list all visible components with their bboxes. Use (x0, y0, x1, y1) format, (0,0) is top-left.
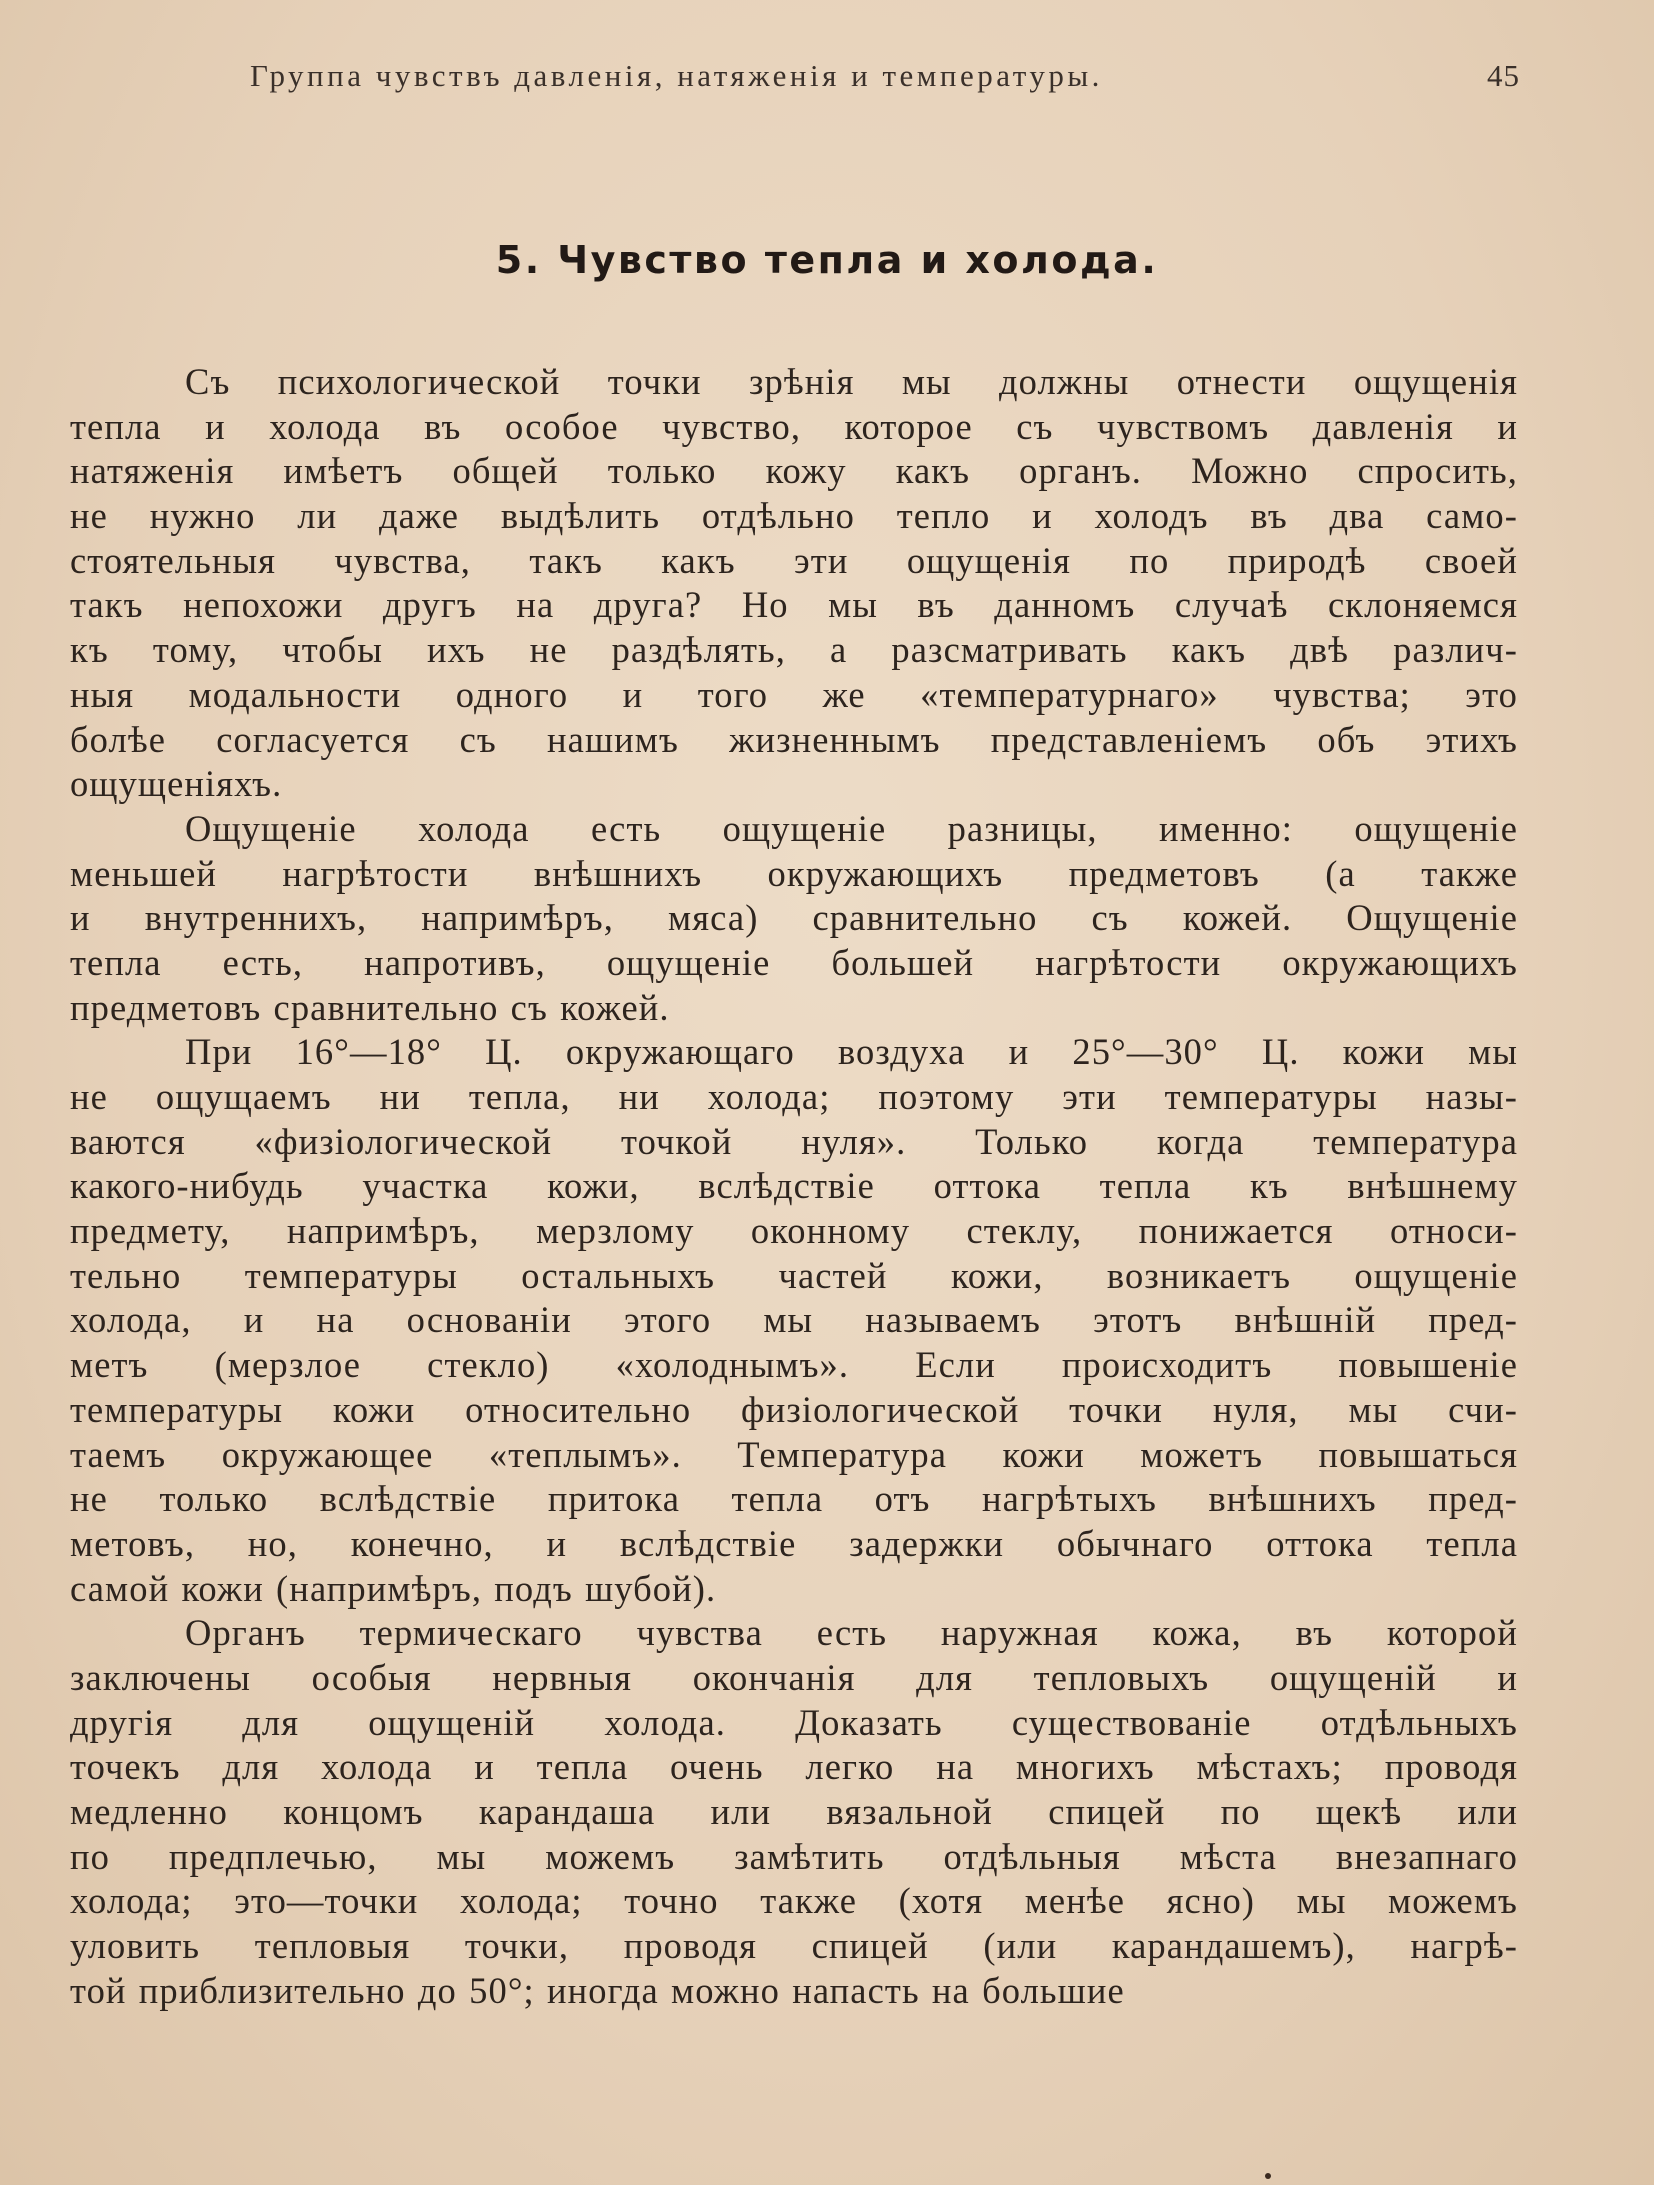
text-line: метъ (мерзлое стекло) «холоднымъ». Если происходитъ повышеніе (70, 1344, 1518, 1386)
running-head (250, 58, 1520, 94)
text-line: предмету, напримѣръ, мерзлому оконному стеклу, понижается относи- (70, 1210, 1518, 1252)
text-line: тепла есть, напротивъ, ощущеніе большей нагрѣтости окружающихъ (70, 941, 1518, 983)
body-text (70, 360, 1518, 2013)
running-title: Группа чувствъ давленія, натяженія и температуры. (250, 58, 1103, 93)
section-title: 5. Чувство тепла и холода. (495, 238, 1159, 282)
text-line: таемъ окружающее «теплымъ». Температура кожи можетъ повышаться (70, 1433, 1518, 1475)
text-line: Съ психологической точки зрѣнія мы должны отнести ощущенія (185, 361, 1518, 402)
text-line: стоятельныя чувства, такъ какъ эти ощущенія по природѣ своей (70, 539, 1518, 581)
text-line: Ощущеніе холода есть ощущеніе разницы, именно: ощущеніе (185, 807, 1518, 849)
text-line: холода; это—точки холода; точно также (хотя менѣе ясно) мы можемъ (70, 1880, 1518, 1922)
text-line: холода, и на основаніи этого мы называемъ этотъ внѣшній пред- (70, 1299, 1518, 1341)
ink-speck (1265, 2173, 1271, 2179)
text-line: натяженія имѣетъ общей только кожу какъ органъ. Можно спросить, (70, 450, 1518, 492)
text-line: самой кожи (напримѣръ, подъ шубой). (70, 1567, 717, 1609)
text-line: тепла и холода въ особое чувство, которое съ чувствомъ давленія и (70, 405, 1518, 447)
paragraph (70, 1030, 1518, 1611)
text-line: такъ непохожи другъ на друга? Но мы въ данномъ случаѣ склоняемся (70, 584, 1518, 626)
text-line: болѣе согласуется съ нашимъ жизненнымъ представленіемъ объ этихъ (70, 718, 1518, 760)
text-line: не ощущаемъ ни тепла, ни холода; поэтому эти температуры назы- (70, 1076, 1518, 1117)
paragraph (70, 807, 1518, 1030)
text-line: заключены особыя нервныя окончанія для тепловыхъ ощущеній и (70, 1656, 1518, 1698)
text-line: къ тому, чтобы ихъ не раздѣлять, а разсматривать какъ двѣ различ- (70, 629, 1518, 671)
text-line: ныя модальности одного и того же «температурнаго» чувства; это (70, 673, 1518, 715)
text-line: ощущеніяхъ. (70, 763, 283, 805)
text-line: по предплечью, мы можемъ замѣтить отдѣльныя мѣста внезапнаго (70, 1835, 1518, 1877)
text-line: медленно концомъ карандаша или вязальной спицей по щекѣ или (70, 1791, 1518, 1832)
text-line: и внутреннихъ, напримѣръ, мяса) сравнительно съ кожей. Ощущеніе (70, 897, 1518, 939)
text-line: какого-нибудь участка кожи, вслѣдствіе оттока тепла къ внѣшнему (70, 1165, 1518, 1207)
text-line: меньшей нагрѣтости внѣшнихъ окружающихъ предметовъ (а также (70, 852, 1518, 894)
text-line: тельно температуры остальныхъ частей кожи, возникаетъ ощущеніе (70, 1254, 1518, 1296)
page-number: 45 (1487, 58, 1520, 93)
text-line: метовъ, но, конечно, и вслѣдствіе задержки обычнаго оттока тепла (70, 1522, 1518, 1564)
text-line: другія для ощущеній холода. Доказать существованіе отдѣльныхъ (70, 1701, 1518, 1743)
text-line: уловить тепловыя точки, проводя спицей (или карандашемъ), нагрѣ- (70, 1925, 1518, 1967)
text-line: не нужно ли даже выдѣлить отдѣльно тепло и холодъ въ два само- (70, 495, 1518, 537)
paragraph (70, 360, 1518, 807)
text-line: той приблизительно до 50°; иногда можно напасть на большие (70, 1969, 1125, 2011)
text-line: точекъ для холода и тепла очень легко на многихъ мѣстахъ; проводя (70, 1746, 1518, 1788)
text-line: не только вслѣдствіе притока тепла отъ нагрѣтыхъ внѣшнихъ пред- (70, 1478, 1518, 1520)
text-line: Органъ термическаго чувства есть наружная кожа, въ которой (185, 1612, 1518, 1654)
text-line: ваются «физіологической точкой нуля». Только когда температура (70, 1120, 1518, 1162)
text-line: При 16°—18° Ц. окружающаго воздуха и 25°—30° Ц. кожи мы (185, 1031, 1518, 1073)
paragraph (70, 1611, 1518, 2013)
text-line: температуры кожи относительно физіологической точки нуля, мы счи- (70, 1388, 1518, 1430)
text-line: предметовъ сравнительно съ кожей. (70, 986, 670, 1028)
